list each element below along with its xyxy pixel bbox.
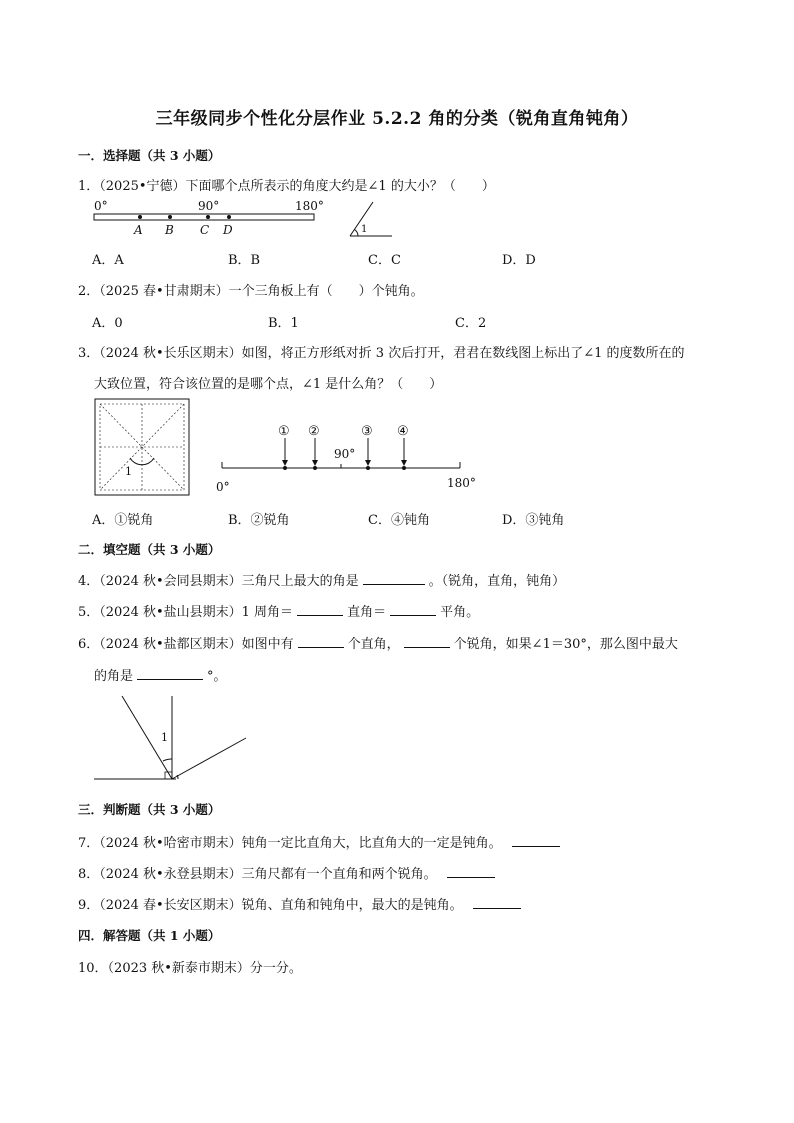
question-2-option-c[interactable]: C．2 — [455, 316, 487, 331]
ruler-label-end: 180° — [295, 199, 324, 213]
question-1-text: 1．（2025•宁德）下面哪个点所表示的角度大约是∠1 的大小？（ ） — [78, 179, 495, 194]
numberline-marker-4: ④ — [397, 424, 409, 439]
ruler-bar — [94, 214, 314, 220]
question-3-square-label: 1 — [125, 465, 132, 478]
ruler-point-c — [206, 215, 210, 219]
ruler-point-label-b: B — [165, 223, 174, 237]
question-6-mid2: 个锐角，如果∠1＝30°，那么图中最大 — [453, 637, 678, 652]
question-5-suffix: 平角。 — [440, 605, 480, 620]
numberline-marker-1: ① — [278, 424, 290, 439]
question-7 — [78, 832, 564, 851]
ruler-point-b — [168, 215, 172, 219]
question-9-blank[interactable] — [473, 907, 521, 909]
question-5 — [78, 601, 479, 620]
numberline-label-end: 180° — [447, 476, 476, 490]
question-5-blank-1[interactable] — [297, 614, 343, 616]
question-5-blank-2[interactable] — [390, 614, 436, 616]
question-6-mid1: 个直角， — [347, 637, 400, 652]
question-1-option-b[interactable]: B．B — [228, 253, 261, 268]
question-7-text: 7．（2024 秋•哈密市期末）钝角一定比直角大，比直角大的一定是钝角。 — [78, 836, 502, 851]
numberline-marker-2: ② — [308, 424, 320, 439]
question-3-option-c[interactable]: C．④钝角 — [368, 513, 430, 528]
question-1-option-d[interactable]: D．D — [502, 253, 536, 268]
question-1-option-a[interactable]: A．A — [92, 253, 124, 268]
ruler-label-start: 0° — [94, 199, 108, 213]
question-1-ruler-figure — [90, 196, 330, 238]
question-2-text: 2．（2025 春•甘肃期末）一个三角板上有（ ）个钝角。 — [78, 284, 424, 299]
question-6-angle-label: 1 — [161, 731, 168, 744]
question-10-text: 10．（2023 秋•新泰市期末）分一分。 — [78, 961, 302, 976]
question-9-text: 9．（2024 春•长安区期末）锐角、直角和钝角中，最大的是钝角。 — [78, 898, 463, 913]
ruler-point-a — [138, 215, 142, 219]
ruler-label-mid: 90° — [198, 199, 220, 213]
question-6-line2-suffix: °。 — [207, 669, 227, 684]
question-1-option-c[interactable]: C．C — [368, 253, 401, 268]
question-3-option-b[interactable]: B．②锐角 — [228, 513, 290, 528]
question-6-blank-3[interactable] — [137, 678, 203, 680]
question-4-suffix: 。（锐角，直角，钝角） — [428, 574, 566, 589]
question-2-option-b[interactable]: B．1 — [268, 316, 299, 331]
question-4 — [78, 570, 565, 589]
section-heading-judge: 三．判断题（共 3 小题） — [78, 802, 221, 817]
ruler-point-label-c: C — [200, 223, 210, 237]
section-heading-answer: 四．解答题（共 1 小题） — [78, 928, 221, 943]
question-5-mid: 直角＝ — [347, 605, 387, 620]
question-6-angle-figure — [94, 694, 254, 786]
question-6-line2 — [94, 665, 227, 684]
question-8 — [78, 863, 499, 882]
question-6-line1 — [78, 633, 678, 652]
question-1-angle-label: 1 — [361, 224, 368, 235]
question-7-blank[interactable] — [512, 845, 560, 847]
question-3-option-a[interactable]: A．①锐角 — [92, 513, 154, 528]
question-3-folded-square-figure — [94, 398, 190, 496]
ruler-point-label-a: A — [134, 223, 143, 237]
question-3-text-line2: 大致位置，符合该位置的是哪个点，∠1 是什么角？（ ） — [94, 377, 443, 392]
numberline-label-mid: 90° — [334, 447, 356, 461]
question-5-text: 5．（2024 秋•盐山县期末）1 周角＝ — [78, 605, 294, 620]
question-1-angle-figure — [348, 200, 398, 240]
question-4-text: 4．（2024 秋•会同县期末）三角尺上最大的角是 — [78, 574, 359, 589]
question-6-line2-text: 的角是 — [94, 669, 134, 684]
section-heading-choice: 一．选择题（共 3 小题） — [78, 148, 221, 163]
question-8-blank[interactable] — [447, 876, 495, 878]
question-2-option-a[interactable]: A．0 — [92, 316, 123, 331]
question-8-text: 8．（2024 秋•永登县期末）三角尺都有一个直角和两个锐角。 — [78, 867, 437, 882]
ruler-point-d — [227, 215, 231, 219]
question-3-numberline-figure — [214, 420, 484, 494]
page-title: 三年级同步个性化分层作业 5.2.2 角的分类（锐角直角钝角） — [155, 109, 639, 129]
question-6-blank-2[interactable] — [404, 646, 450, 648]
question-4-blank[interactable] — [363, 583, 425, 585]
question-6-text: 6．（2024 秋•盐都区期末）如图中有 — [78, 637, 294, 652]
question-3-text-line1: 3．（2024 秋•长乐区期末）如图，将正方形纸对折 3 次后打开，君君在数线图上标出了∠1 的度数所在的 — [78, 346, 685, 361]
section-heading-fill: 二．填空题（共 3 小题） — [78, 542, 221, 557]
numberline-marker-3: ③ — [361, 424, 373, 439]
question-3-option-d[interactable]: D．③钝角 — [502, 513, 565, 528]
question-6-blank-1[interactable] — [298, 646, 344, 648]
numberline-label-start: 0° — [216, 480, 230, 494]
ruler-point-label-d: D — [223, 223, 233, 237]
question-9 — [78, 894, 525, 913]
